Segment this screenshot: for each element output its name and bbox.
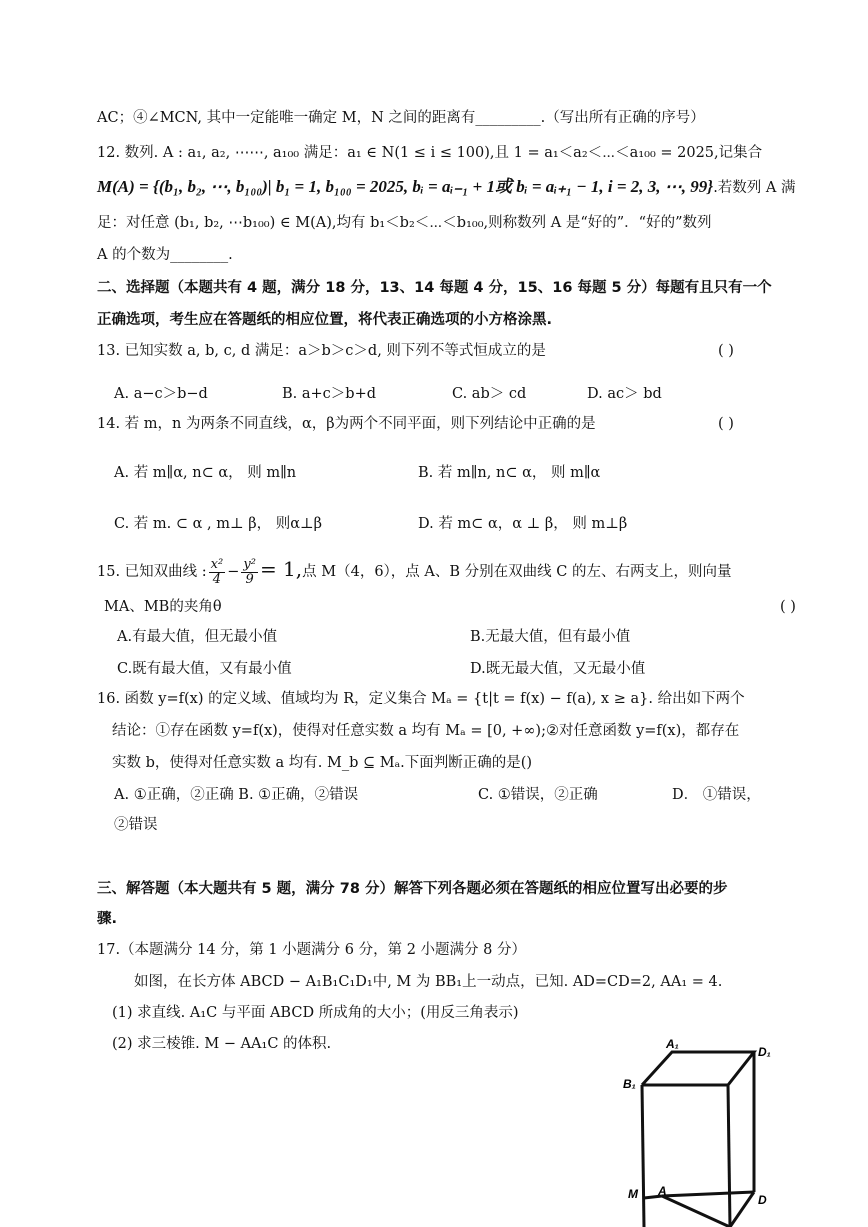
label-a: A xyxy=(658,1184,667,1198)
q16-option-c: C. ①错误，②正确 xyxy=(478,787,598,803)
q13-option-a: A. a−c＞b−d xyxy=(114,386,208,402)
q11-tail-line: AC；④∠MCN, 其中一定能唯一确定 M，N 之间的距离有_________.（写出所有正确的序号） xyxy=(97,110,705,126)
q15-frac2-num: y² xyxy=(243,556,256,572)
label-b1: B₁ xyxy=(623,1077,636,1091)
cuboid-edge-b1b xyxy=(642,1085,644,1227)
q17-header: 17.（本题满分 14 分，第 1 小题满分 6 分，第 2 小题满分 8 分） xyxy=(97,942,527,958)
label-d: D xyxy=(758,1193,767,1207)
q12-line2 xyxy=(97,176,796,199)
q16-line1: 16. 函数 y=f(x) 的定义域、值域均为 R，定义集合 Mₐ = {t|t = f(x) − f(a), x ≥ a}. 给出如下两个 xyxy=(97,691,745,707)
q16-line2: 结论：①存在函数 y=f(x)，使得对任意实数 a 均有 Mₐ = [0, +∞);②对任意函数 y=f(x)，都存在 xyxy=(112,723,740,739)
q14-option-d: D. 若 m⊂ α，α ⊥ β， 则 m⊥β xyxy=(418,516,628,532)
q12-line2-tail: .若数列 A 满 xyxy=(713,180,796,196)
label-m: M xyxy=(628,1187,638,1201)
section3-heading-line2: 骤. xyxy=(97,911,118,927)
q15-frac2-den: 9 xyxy=(245,571,254,587)
cuboid-edge-a-diag xyxy=(662,1196,730,1227)
q15-answer-paren: ( ) xyxy=(780,599,796,615)
cuboid-figure xyxy=(620,1030,790,1227)
q13-option-d: D. ac＞ bd xyxy=(587,386,662,402)
section2-heading-line1: 二、选择题（本题共有 4 题，满分 18 分，13、14 每题 4 分，15、16 每题 5 分）每题有且只有一个 xyxy=(97,280,772,296)
q15-option-b: B.无最大值，但有最小值 xyxy=(470,629,631,645)
q12-line3: 足：对任意 (b₁, b₂, ⋯b₁₀₀) ∈ M(A),均有 b₁＜b₂＜⋯＜b₁₀₀,则称数列 A 是“好的”．“好的”数列 xyxy=(97,215,712,231)
section2-heading-line2: 正确选项，考生应在答题纸的相应位置，将代表正确选项的小方格涂黑. xyxy=(97,312,553,328)
q14-option-c: C. 若 m. ⊂ α , m⊥ β， 则α⊥β xyxy=(114,516,323,532)
q15-line2: MA、MB的夹角θ xyxy=(104,599,222,615)
q14-option-b: B. 若 m∥n, n⊂ α， 则 m∥α xyxy=(418,465,601,481)
q16-option-ab: A. ①正确，②正确 B. ①正确，②错误 xyxy=(114,787,359,803)
q15-frac1-den: 4 xyxy=(212,571,222,587)
q13-option-c: C. ab＞ cd xyxy=(452,386,527,402)
q15-option-a: A.有最大值，但无最小值 xyxy=(117,629,278,645)
q14-answer-paren: ( ) xyxy=(718,416,734,432)
q12-set-formula: M(A) = {(b₁, b₂, ⋯, b₁₀₀)| b₁ = 1, b₁₀₀ = 2025, bᵢ = aᵢ₋₁ + 1或 bᵢ = aᵢ₊₁ − 1, i = 2, 3, ⋯, 99} xyxy=(97,177,714,196)
q13-option-b: B. a+c＞b+d xyxy=(282,386,377,402)
label-d1: D₁ xyxy=(758,1045,771,1059)
cuboid-top-face xyxy=(642,1052,754,1085)
q15-fraction-y xyxy=(241,558,258,587)
q14-option-a: A. 若 m∥α, n⊂ α， 则 m∥n xyxy=(114,465,297,481)
q12-line1: 12. 数列. A : a₁, a₂, ⋯⋯, a₁₀₀ 满足：a₁ ∈ N(1 ≤ i ≤ 100),且 1 = a₁＜a₂＜⋯＜a₁₀₀ = 2025,记集合 xyxy=(97,145,763,161)
q15-equals-one: = 1, xyxy=(259,557,303,581)
q13-answer-paren: ( ) xyxy=(718,343,734,359)
q15-stem-pre: 15. 已知双曲线 : xyxy=(97,564,207,580)
q15-stem-post: 点 M（4，6），点 A、B 分别在双曲线 C 的左、右两支上，则向量 xyxy=(302,564,732,580)
label-a1: A₁ xyxy=(666,1037,679,1051)
q15-fraction-x xyxy=(209,558,226,587)
q16-option-d: D． ①错误， xyxy=(672,787,761,803)
q17-part1: (1) 求直线. A₁C 与平面 ABCD 所成角的大小；(用反三角表示) xyxy=(112,1005,519,1021)
q17-line1: 如图，在长方体 ABCD − A₁B₁C₁D₁中, M 为 BB₁上一动点，已知. AD=CD=2, AA₁ = 4. xyxy=(134,974,723,990)
cuboid-edge-dc xyxy=(730,1192,754,1227)
q15-option-c: C.既有最大值，又有最小值 xyxy=(117,661,292,677)
q14-stem: 14. 若 m，n 为两条不同直线，α，β为两个不同平面，则下列结论中正确的是 xyxy=(97,416,596,432)
q16-line3: 实数 b，使得对任意实数 a 均有. M_b ⊆ Mₐ.下面判断正确的是() xyxy=(112,755,533,771)
cuboid-edge-c1c xyxy=(728,1085,730,1227)
q12-line4: A 的个数为________. xyxy=(97,247,233,263)
q15-option-d: D.既无最大值，又无最小值 xyxy=(470,661,646,677)
q17-part2: (2) 求三棱锥. M − AA₁C 的体积. xyxy=(112,1036,332,1052)
q16-option-d-cont: ②错误 xyxy=(114,817,158,833)
q13-stem: 13. 已知实数 a, b, c, d 满足：a＞b＞c＞d, 则下列不等式恒成立的是 xyxy=(97,343,546,359)
q15-frac1-num: x² xyxy=(210,556,224,572)
section3-heading-line1: 三、解答题（本大题共有 5 题，满分 78 分）解答下列各题必须在答题纸的相应位置写出必要的步 xyxy=(97,881,728,897)
q15-stem: 15. 已知双曲线 : $\frac{\text{x²}}{4}$ − $\frac{\text{y²}}{9}$ = 1,点 M（4，6），点 A、B 分别在双曲线 C 的左、右两支上，则向量 xyxy=(97,556,732,587)
cuboid-edge-ad xyxy=(662,1192,754,1196)
